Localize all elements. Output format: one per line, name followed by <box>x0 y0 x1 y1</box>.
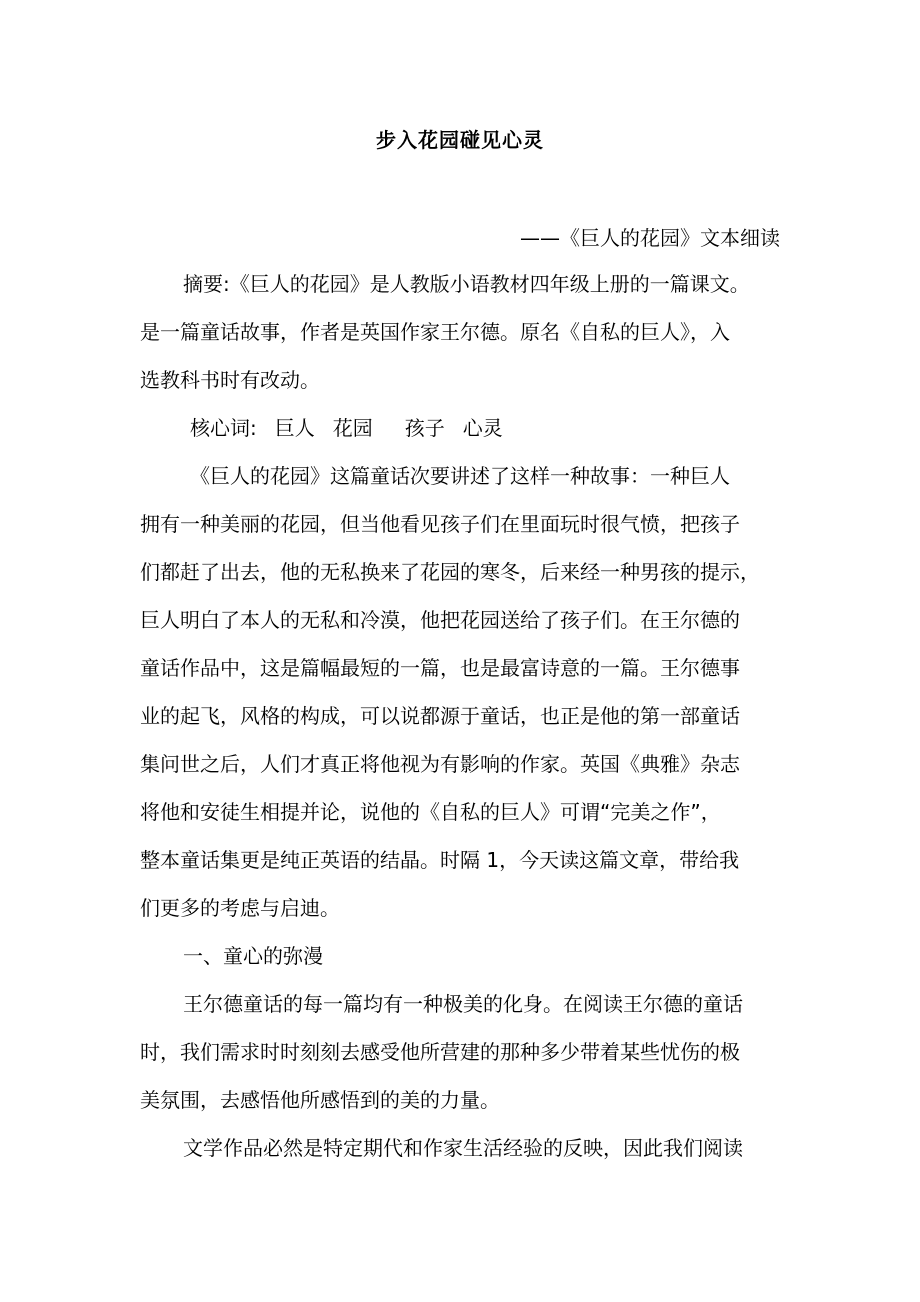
paragraph-line: 们都赶了出去，他的无私换来了花园的寒冬，后来经一种男孩的提示， <box>140 560 760 584</box>
paragraph-line: 整本童话集更是纯正英语的结晶。时隔 1，今天读这篇文章，带给我 <box>140 848 740 872</box>
keyword: 巨人 <box>274 416 315 440</box>
document-subtitle: ——《巨人的花园》文本细读 <box>520 226 780 250</box>
paragraph-line: 将他和安徒生相提并论，说他的《自私的巨人》可谓“完美之作”， <box>140 800 721 824</box>
paragraph-line: 《巨人的花园》这篇童话次要讲述了这样一种故事：一种巨人 <box>190 464 730 488</box>
abstract-line: 摘要:《巨人的花园》是人教版小语教材四年级上册的一篇课文。 <box>183 272 750 296</box>
paragraph-line: 文学作品必然是特定期代和作家生活经验的反映，因此我们阅读 <box>183 1136 743 1160</box>
keyword: 孩子 <box>404 416 445 440</box>
keyword: 心灵 <box>462 416 503 440</box>
paragraph-line: 童话作品中，这是篇幅最短的一篇，也是最富诗意的一篇。王尔德事 <box>140 656 740 680</box>
paragraph-line: 巨人明白了本人的无私和冷漠，他把花园送给了孩子们。在王尔德的 <box>140 608 740 632</box>
paragraph-line: 时，我们需求时时刻刻去感受他所营建的那种多少带着某些忧伤的极 <box>140 1040 740 1064</box>
paragraph-line: 王尔德童话的每一篇均有一种极美的化身。在阅读王尔德的童话 <box>183 992 743 1016</box>
section-heading: 一、童心的弥漫 <box>183 944 323 968</box>
paragraph-line: 集问世之后，人们才真正将他视为有影响的作家。英国《典雅》杂志 <box>140 752 740 776</box>
keyword: 花园 <box>332 416 373 440</box>
keywords-line <box>190 414 503 442</box>
paragraph-line: 美氛围，去感悟他所感悟到的美的力量。 <box>140 1088 500 1112</box>
document-title: 步入花园碰见心灵 <box>376 128 544 152</box>
paragraph-line: 拥有一种美丽的花园，但当他看见孩子们在里面玩时很气愤，把孩子 <box>140 512 740 536</box>
abstract-line: 选教科书时有改动。 <box>140 368 320 392</box>
paragraph-line: 业的起飞，风格的构成，可以说都源于童话，也正是他的第一部童话 <box>140 704 740 728</box>
abstract-line: 是一篇童话故事，作者是英国作家王尔德。原名《自私的巨人》，入 <box>140 320 730 344</box>
keywords-label: 核心词: <box>190 416 257 440</box>
paragraph-line: 们更多的考虑与启迪。 <box>140 896 340 920</box>
